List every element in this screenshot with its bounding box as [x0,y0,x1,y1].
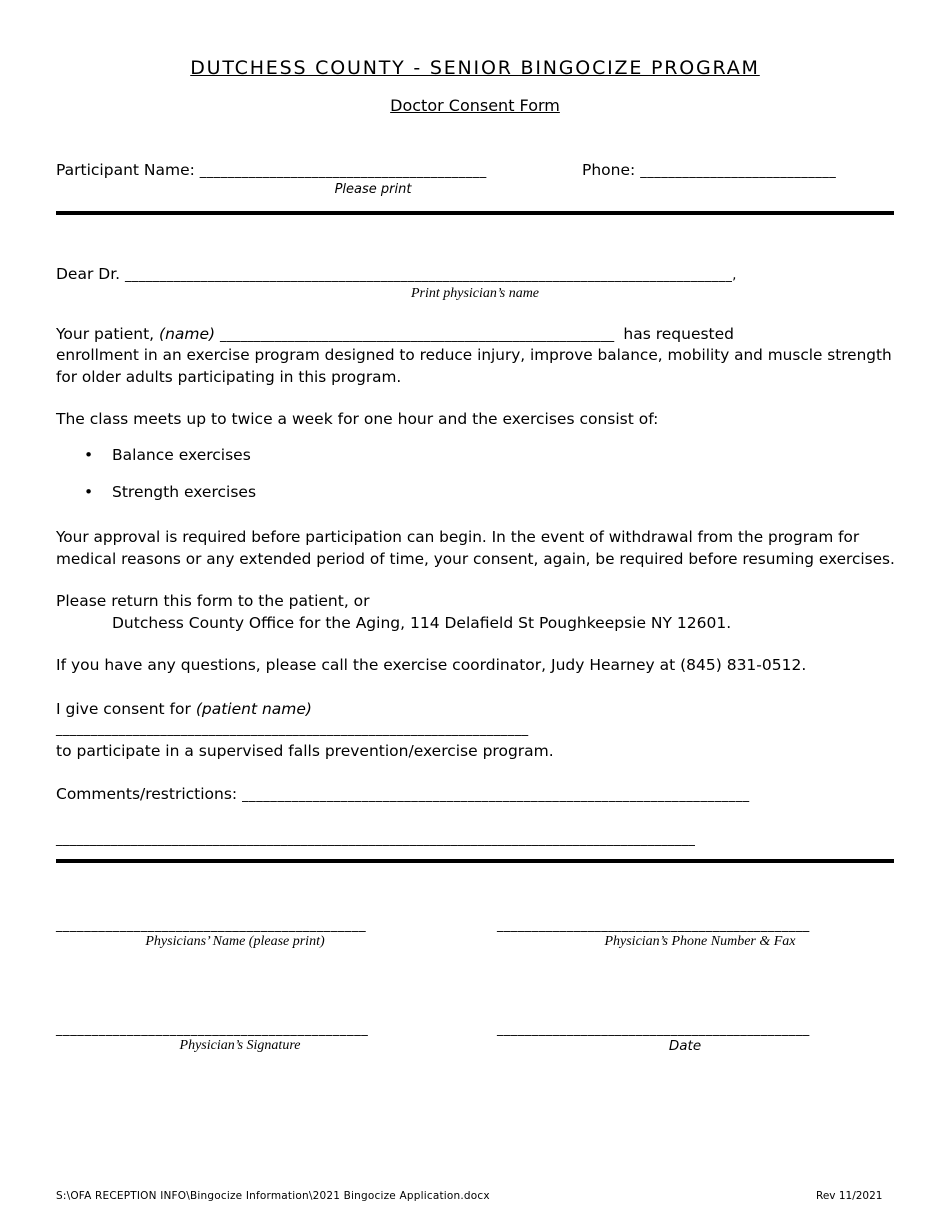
participant-phone-field[interactable] [582,159,836,183]
comments-line-1[interactable]: ________________________________________________________________________ [242,788,750,803]
enrollment-paragraph: enrollment in an exercise program designed to reduce injury, improve balance, mobility and muscle strength for older adults participating in this program. [56,346,892,386]
dear-label: Dear Dr. [56,265,121,283]
footer-revision: Rev 11/2021 [816,1190,883,1202]
consent-text: I give consent for [56,700,191,718]
patient-name-line[interactable]: __________________________________________________________ [220,328,615,343]
physician-signature-caption: Physician’s Signature [179,1038,301,1053]
comments-line-2[interactable]: ______________________________________________________________________________________________ [56,832,696,847]
physician-name-caption: Print physician’s name [410,286,540,301]
physician-print-name-caption: Physicians’ Name (please print) [145,934,325,949]
class-paragraph: The class meets up to twice a week for one hour and the exercises consist of: [56,410,659,428]
consent-patient-line[interactable]: ____________________________________________________________________ [56,722,529,737]
consent-text-continued: to participate in a supervised falls prevention/exercise program. [56,742,554,760]
return-paragraph: Please return this form to the patient, or [56,592,370,610]
patient-intro: Your patient, [56,325,155,343]
footer-file-path: S:\OFA RECEPTION INFO\Bingocize Information\2021 Bingocize Application.docx [56,1190,490,1202]
section-divider-top [56,211,894,215]
office-address: Dutchess County Office for the Aging, 114 Delafield St Poughkeepsie NY 12601. [112,614,732,632]
participant-name-line[interactable]: _________________________________________ [199,164,487,179]
consent-label-row [56,698,312,720]
physician-signature-line[interactable]: ____________________________________________ [56,1022,369,1037]
physician-print-name-line[interactable]: ____________________________________________ [56,918,367,933]
form-subtitle: Doctor Consent Form [390,96,560,115]
participant-name-field[interactable] [56,159,487,183]
participant-phone-label: Phone: [582,161,636,179]
participant-name-caption: Please print [334,182,412,197]
physician-phone-fax-line[interactable]: _____________________________________________ [497,918,810,933]
patient-name-label: (name) [159,325,216,343]
patient-requested: has requested [623,325,735,343]
exercise-item-balance: Balance exercises [112,446,251,464]
physician-name-field[interactable] [56,263,896,287]
physician-name-line[interactable]: ________________________________________________________________________________________, [125,268,737,283]
form-title: DUTCHESS COUNTY - SENIOR BINGOCIZE PROGRAM [190,57,760,79]
comments-field[interactable] [56,783,750,807]
consent-patient-label: (patient name) [195,700,312,718]
exercise-item-strength: Strength exercises [112,483,257,501]
patient-name-field[interactable] [56,323,734,347]
participant-phone-line[interactable]: ____________________________ [640,164,837,179]
date-line[interactable]: _____________________________________________ [497,1022,810,1037]
questions-paragraph: If you have any questions, please call the exercise coordinator, Judy Hearney at (845) 831-0512. [56,656,807,674]
comments-label: Comments/restrictions: [56,785,238,803]
physician-phone-fax-caption: Physician’s Phone Number & Fax [604,934,796,949]
approval-paragraph: Your approval is required before participation can begin. In the event of withdrawal from the program for medical reasons or any extended period of time, your consent, again, be required before resuming exercises. [56,528,895,568]
participant-name-label: Participant Name: [56,161,195,179]
date-caption: Date [668,1038,702,1054]
section-divider-bottom [56,859,894,863]
bullet-icon: • [84,483,94,501]
bullet-icon: • [84,446,94,464]
